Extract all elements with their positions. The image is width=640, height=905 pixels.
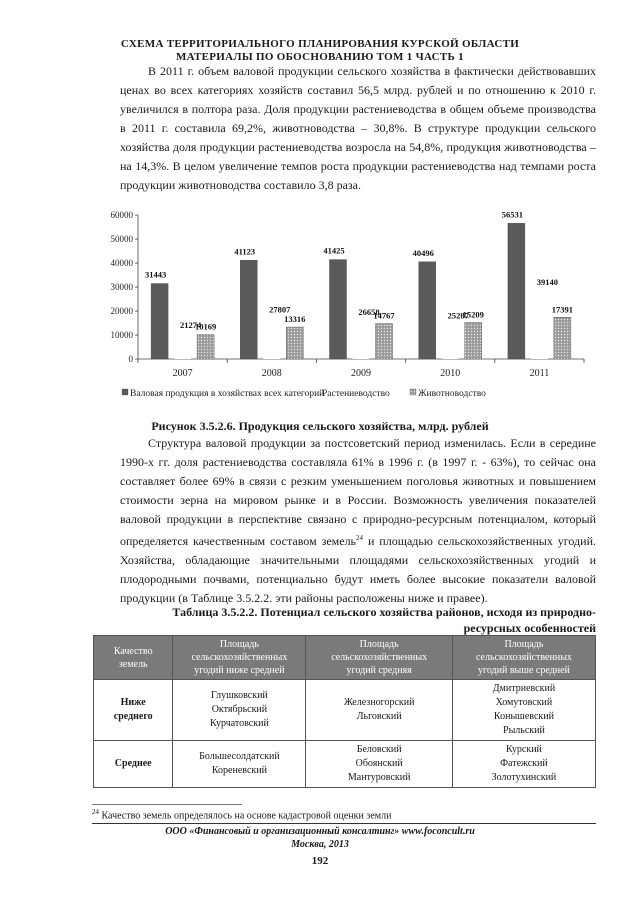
x-tick-label: 2011	[529, 368, 550, 379]
district-name: Октябрьский	[211, 704, 268, 715]
header-line: Площадь	[359, 639, 399, 650]
paragraph-2-end: и площадью сельскохозяйственных угодий. Хозяйства, обладающие значительными площадями сельскохозяйственных угодий и плодородными почвами, потенциально будут иметь более высокие показатели валовой продукции (в Таблице 3.5.2.2. эти районы расположены ниже и правее).	[120, 534, 596, 605]
y-tick-label: 50000	[110, 234, 133, 244]
legend-item-label: Животноводство	[418, 389, 486, 399]
bar-value-label: 26658	[358, 307, 380, 318]
district-name: Курчатовский	[210, 718, 269, 729]
header-line: сельскохозяйственных	[475, 652, 572, 663]
header-line: Качество	[113, 645, 153, 657]
bar-value-label: 41425	[323, 245, 345, 256]
bar-value-label: 21274	[179, 319, 202, 330]
bar-gross	[240, 260, 257, 359]
district-cell	[173, 741, 306, 788]
footer-line-1: ООО «Финансовый и организационный консалтинг» www.foconcult.ru	[165, 826, 475, 837]
figure-caption: Рисунок 3.5.2.6. Продукция сельского хозяйства, млрд. рублей	[151, 419, 489, 433]
table-title-2: ресурсных особенностей	[463, 621, 596, 635]
header-line: Площадь	[504, 639, 544, 650]
header-area-2	[306, 636, 452, 680]
y-tick-label: 0	[128, 354, 133, 364]
page-number: 192	[311, 855, 329, 867]
x-tick-label: 2007	[172, 368, 193, 379]
quality-cell: Ниже среднего	[94, 680, 173, 741]
footer-line-2: Москва, 2013	[291, 839, 349, 850]
header-line: земель	[118, 658, 148, 670]
footnote-ref: 24	[356, 534, 364, 542]
bar-livestock	[197, 335, 214, 359]
bar-value-label: 40496	[412, 247, 434, 258]
bar-crop	[263, 292, 280, 359]
header-line-2: МАТЕРИАЛЫ ПО ОБОСНОВАНИЮ ТОМ 1 ЧАСТЬ 1	[175, 51, 464, 63]
y-tick-label: 20000	[110, 306, 133, 316]
header-line: сельскохозяйственных	[331, 652, 428, 663]
district-name: Золотухинский	[491, 772, 557, 783]
footer-divider	[92, 823, 596, 824]
agriculture-production-chart	[92, 207, 596, 404]
legend-swatch	[122, 389, 128, 395]
bar-gross	[508, 223, 525, 359]
y-tick-label: 60000	[110, 210, 133, 220]
table-title-1: Таблица 3.5.2.2. Потенциал сельского хозяйства районов, исходя из природно-	[172, 605, 596, 619]
paragraph-2	[120, 434, 596, 608]
district-name: Глушковский	[211, 690, 268, 701]
district-name: Мантуровский	[347, 772, 411, 783]
bar-value-label: 39140	[536, 277, 559, 288]
bar-value-label: 10169	[194, 321, 217, 332]
district-name: Льговский	[356, 711, 402, 722]
bar-crop	[174, 308, 191, 359]
paragraph-1	[120, 62, 596, 195]
district-name: Курский	[505, 744, 542, 755]
bar-value-label: 56531	[501, 209, 524, 220]
header-quality	[94, 636, 173, 680]
district-name: Дмитриевский	[492, 683, 556, 694]
bar-livestock	[376, 324, 393, 359]
paragraph-2-text: Структура валовой продукции за постсоветский период изменилась. Если в середине 1990-х гг. доля растениеводства составляла 61% в 1996 г. (в 1997 г. - 63%), то сейчас она составляет более 69% в связи с резким уменьшением поголовья животных и повышением стоимости зерна на мировом рынке и в России. Возможность увеличения показателей валовой продукции в перспективе связано с природно-ресурсным потенциалом, который определяется качественным составом земель	[120, 436, 596, 548]
bar-value-label: 27807	[269, 304, 291, 315]
header-line: угодий ниже средней	[194, 665, 285, 676]
district-name: Фатежский	[500, 758, 548, 769]
table-row	[94, 741, 596, 788]
bar-value-label: 31443	[144, 269, 167, 280]
district-cell	[452, 680, 595, 741]
bar-value-label: 14767	[373, 310, 395, 321]
bar-value-label: 13316	[284, 314, 306, 325]
legend-item-label: Валовая продукция в хозяйствах всех категорий	[130, 389, 325, 399]
bar-value-label: 41123	[234, 246, 256, 257]
district-name: Хомутовский	[495, 697, 553, 708]
footnote-divider	[92, 804, 242, 805]
district-name: Конышевский	[493, 711, 554, 722]
y-tick-label: 30000	[110, 282, 133, 292]
bar-value-label: 17391	[551, 304, 574, 315]
y-tick-label: 40000	[110, 258, 133, 268]
potential-table	[93, 635, 596, 788]
x-tick-label: 2008	[261, 368, 282, 379]
bar-livestock	[286, 327, 303, 359]
footnote-text: Качество земель определялось на основе кадастровой оценки земли	[99, 810, 392, 822]
bar-crop	[353, 295, 370, 359]
bar-livestock	[554, 317, 571, 359]
bar-value-label: 25287	[447, 310, 469, 321]
legend-item-label: Растениеводство	[322, 389, 390, 399]
bar-gross	[419, 262, 436, 359]
quality-cell: Среднее	[94, 741, 173, 788]
paragraph-1-text: В 2011 г. объем валовой продукции сельского хозяйства в фактически действовавших ценах во всех категориях хозяйств составил 56,5 млрд. рублей и по отношению к 2010 г. увеличился в полтора раза. Доля продукции растениеводства в общем объеме производства в 2011 г. составила 69,2%, животноводства – 30,8%. В структуре продукции сельского хозяйства доля продукции растениеводства возросла на 54,8%, продукция животноводства – на 14,3%. В целом увеличение темпов роста продукции растениеводства над темпами роста продукции животноводства составило 3,8 раза.	[120, 64, 596, 192]
x-tick-label: 2010	[440, 368, 461, 379]
district-cell	[452, 741, 595, 788]
bar-value-label: 15209	[462, 309, 484, 320]
district-cell	[306, 741, 452, 788]
y-tick-label: 10000	[110, 330, 133, 340]
header-line: сельскохозяйственных	[191, 652, 288, 663]
district-name: Рыльский	[503, 725, 545, 736]
legend-swatch	[410, 389, 416, 395]
x-tick-label: 2009	[351, 368, 371, 379]
district-cell	[173, 680, 306, 741]
chart-bars	[151, 223, 574, 359]
district-cell	[306, 680, 452, 741]
header-line: Площадь	[219, 639, 259, 650]
bar-livestock	[465, 322, 482, 359]
table-header-row	[94, 636, 596, 680]
footnote-number: 24	[92, 808, 99, 816]
header-area-1	[173, 636, 306, 680]
district-name: Железногорский	[343, 697, 415, 708]
bar-crop	[442, 298, 459, 359]
header-line: угодий средняя	[346, 665, 412, 676]
bar-gross	[151, 284, 168, 359]
district-name: Беловский	[356, 744, 402, 755]
district-name: Большесолдатский	[199, 751, 280, 762]
header-area-3	[452, 636, 595, 680]
footnote	[92, 808, 391, 821]
bar-gross	[330, 260, 347, 359]
district-name: Обоянский	[355, 758, 403, 769]
table-row	[94, 680, 596, 741]
header-line-1: СХЕМА ТЕРРИТОРИАЛЬНОГО ПЛАНИРОВАНИЯ КУРСКОЙ ОБЛАСТИ	[120, 38, 520, 50]
header-line: угодий выше средней	[477, 665, 570, 676]
district-name: Кореневский	[211, 765, 267, 776]
chart-legend	[122, 388, 486, 399]
